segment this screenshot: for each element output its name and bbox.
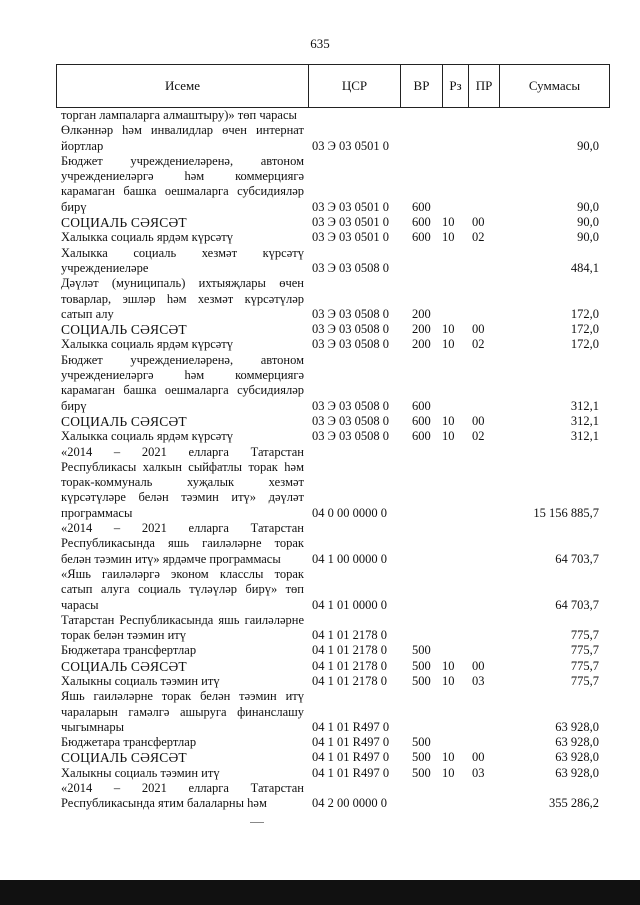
cell-vr: 500 (412, 735, 431, 750)
cell-name: СОЦИАЛЬ СӘЯСӘТ (61, 750, 187, 766)
cell-pr: 02 (472, 230, 485, 245)
table-row (56, 521, 609, 567)
cell-name: «2014 – 2021 елларга Татарстан Республикасы халкын сыйфатлы торак һәм торак-коммуналь хуҗалык хезмәт күрсәтүләре белән тәэмин итү» дәүләт программасы (61, 444, 304, 520)
cell-pr: 00 (472, 322, 485, 337)
cell-csr: 04 1 01 R497 0 (312, 765, 390, 780)
table-row (56, 246, 609, 277)
header-name: Исеме (57, 65, 309, 108)
table-row (56, 322, 609, 337)
cell-csr: 03 Э 03 0508 0 (312, 429, 390, 444)
cell-pr: 03 (472, 765, 485, 780)
cell-pr (468, 781, 499, 812)
cell-name: СОЦИАЛЬ СӘЯСӘТ (61, 658, 187, 674)
cell-csr: 03 Э 03 0508 0 (312, 398, 390, 413)
cell-csr: 04 1 00 0000 0 (312, 551, 387, 566)
header-pr: ПР (469, 65, 500, 108)
footer-mark (250, 822, 264, 823)
cell-csr: 04 1 01 2178 0 (312, 643, 387, 658)
cell-vr (400, 246, 442, 277)
cell-sum: 312,1 (570, 429, 599, 444)
cell-pr: 03 (472, 673, 485, 688)
cell-rz (442, 567, 468, 613)
cell-rz: 10 (442, 215, 455, 230)
cell-name: Бюджетара трансфертлар (61, 735, 197, 750)
cell-name: СОЦИАЛЬ СӘЯСӘТ (61, 322, 187, 338)
cell-rz: 10 (442, 337, 455, 352)
cell-name: Бюджет учреждениеләренә, автоном учреждениеләргә һәм коммерциягә карамаган башка оешмаларга субсидияләр бирү (61, 352, 304, 413)
cell-vr (400, 521, 442, 567)
table-row (56, 230, 609, 245)
cell-vr: 200 (412, 337, 431, 352)
cell-rz (442, 689, 468, 735)
cell-csr: 04 0 00 0000 0 (312, 505, 387, 520)
cell-pr (468, 246, 499, 277)
cell-vr: 600 (412, 429, 431, 444)
cell-csr (308, 108, 400, 123)
cell-vr: 500 (412, 673, 431, 688)
cell-csr: 04 2 00 0000 0 (312, 796, 387, 811)
cell-name: Халыкка социаль ярдәм күрсәтү (61, 230, 234, 245)
cell-sum: 90,0 (577, 215, 599, 230)
cell-vr: 200 (412, 306, 431, 321)
cell-vr (400, 781, 442, 812)
cell-rz (442, 276, 468, 322)
cell-rz (442, 353, 468, 414)
cell-name: Бюджет учреждениеләренә, автоном учреждениеләргә һәм коммерциягә карамаган башка оешмаларга субсидияләр бирү (61, 153, 304, 214)
cell-pr (468, 445, 499, 521)
cell-sum: 63 928,0 (555, 719, 599, 734)
cell-rz: 10 (442, 230, 455, 245)
cell-sum: 312,1 (570, 398, 599, 413)
cell-pr (468, 154, 499, 215)
cell-vr: 600 (412, 199, 431, 214)
cell-csr: 04 1 01 R497 0 (312, 719, 390, 734)
table-row (56, 337, 609, 352)
cell-pr (468, 108, 499, 123)
cell-rz: 10 (442, 673, 455, 688)
cell-pr (468, 735, 499, 750)
cell-name: Халыкка социаль хезмәт күрсәтү учреждениеләре (61, 245, 304, 275)
cell-rz (442, 613, 468, 644)
cell-name: Халыкка социаль ярдәм күрсәтү (61, 429, 234, 444)
cell-name: торган лампаларга алмаштыру)» төп чарасы (61, 108, 297, 122)
header-vr: ВР (401, 65, 443, 108)
cell-pr (468, 567, 499, 613)
cell-rz: 10 (442, 429, 455, 444)
cell-sum: 355 286,2 (549, 796, 599, 811)
cell-pr: 00 (472, 750, 485, 765)
cell-pr (468, 521, 499, 567)
cell-vr (400, 123, 442, 154)
table-row (56, 154, 609, 215)
cell-pr: 02 (472, 429, 485, 444)
cell-name: Яшь гаиләләрне торак белән тәэмин итү чараларын гамәлгә ашыруга финанслашу чыгымнары (61, 689, 304, 734)
cell-rz: 10 (442, 322, 455, 337)
cell-name: Халыкны социаль тәэмин итү (61, 673, 220, 688)
cell-pr: 02 (472, 337, 485, 352)
table-row (56, 766, 609, 781)
cell-vr: 500 (412, 643, 431, 658)
cell-pr: 00 (472, 658, 485, 673)
cell-rz (442, 781, 468, 812)
cell-sum: 90,0 (577, 230, 599, 245)
cell-rz (442, 643, 468, 658)
cell-name: СОЦИАЛЬ СӘЯСӘТ (61, 215, 187, 231)
cell-sum: 775,7 (570, 643, 599, 658)
cell-pr (468, 353, 499, 414)
table-row (56, 689, 609, 735)
cell-sum (499, 108, 609, 123)
table-row (56, 781, 609, 812)
table-row (56, 643, 609, 658)
header-csr: ЦСР (309, 65, 401, 108)
cell-vr (400, 567, 442, 613)
cell-name: Бюджетара трансфертлар (61, 643, 197, 658)
table-row (56, 215, 609, 230)
cell-csr: 03 Э 03 0508 0 (312, 322, 390, 337)
cell-csr: 03 Э 03 0508 0 (312, 413, 390, 428)
cell-pr (468, 689, 499, 735)
cell-rz: 10 (442, 765, 455, 780)
cell-csr: 04 1 01 2178 0 (312, 628, 387, 643)
cell-sum: 775,7 (570, 628, 599, 643)
cell-rz: 10 (442, 750, 455, 765)
cell-pr (468, 123, 499, 154)
cell-rz (442, 735, 468, 750)
cell-rz: 10 (442, 413, 455, 428)
cell-vr (400, 445, 442, 521)
cell-sum: 64 703,7 (555, 597, 599, 612)
cell-name: «2014 – 2021 елларга Татарстан Республикасында ятим балаларны һәм (61, 781, 304, 811)
table-row (56, 659, 609, 674)
page-number: 635 (310, 36, 330, 51)
cell-pr: 00 (472, 215, 485, 230)
table-row (56, 445, 609, 521)
cell-sum: 172,0 (570, 322, 599, 337)
cell-name: СОЦИАЛЬ СӘЯСӘТ (61, 413, 187, 429)
cell-name: Өлкәннәр һәм инвалидлар өчен интернат йортлар (61, 123, 304, 153)
header-rz: Рз (443, 65, 469, 108)
cell-csr: 04 1 01 R497 0 (312, 750, 390, 765)
cell-vr: 600 (412, 215, 431, 230)
cell-rz (442, 108, 468, 123)
cell-name: Татарстан Республикасында яшь гаиләләрне торак белән тәэмин итү (61, 612, 304, 643)
table-row (56, 414, 609, 429)
cell-vr (400, 613, 442, 644)
cell-pr (468, 613, 499, 644)
cell-vr: 500 (412, 658, 431, 673)
cell-pr: 00 (472, 413, 485, 428)
cell-rz (442, 521, 468, 567)
cell-name: «Яшь гаиләләргә эконом класслы торак сатып алуга социаль түләүләр бирү» төп чарасы (61, 566, 304, 612)
cell-csr: 04 1 01 0000 0 (312, 597, 387, 612)
cell-vr: 600 (412, 398, 431, 413)
table-row (56, 674, 609, 689)
table-row (56, 108, 609, 123)
cell-sum: 63 928,0 (555, 735, 599, 750)
cell-csr: 03 Э 03 0508 0 (312, 306, 390, 321)
cell-sum: 90,0 (577, 199, 599, 214)
cell-sum: 775,7 (570, 658, 599, 673)
cell-pr (468, 643, 499, 658)
cell-sum: 172,0 (570, 337, 599, 352)
cell-sum: 63 928,0 (555, 750, 599, 765)
cell-vr (400, 108, 442, 123)
cell-csr: 03 Э 03 0508 0 (312, 260, 390, 275)
cell-rz (442, 445, 468, 521)
table-row (56, 276, 609, 322)
cell-vr: 500 (412, 750, 431, 765)
table-row (56, 613, 609, 644)
cell-vr (400, 689, 442, 735)
table-row (56, 353, 609, 414)
cell-vr: 600 (412, 230, 431, 245)
cell-csr: 04 1 01 2178 0 (312, 658, 387, 673)
table-row (56, 429, 609, 444)
cell-vr: 500 (412, 765, 431, 780)
header-sum: Суммасы (500, 65, 610, 108)
cell-name: Халыкны социаль тәэмин итү (61, 765, 220, 780)
cell-rz (442, 246, 468, 277)
cell-sum: 775,7 (570, 673, 599, 688)
cell-csr: 03 Э 03 0508 0 (312, 337, 390, 352)
table-header (56, 64, 610, 108)
cell-csr: 03 Э 03 0501 0 (312, 138, 390, 153)
cell-csr: 03 Э 03 0501 0 (312, 215, 390, 230)
cell-sum: 172,0 (570, 306, 599, 321)
budget-table (56, 108, 609, 812)
cell-sum: 15 156 885,7 (533, 505, 599, 520)
cell-sum: 64 703,7 (555, 551, 599, 566)
cell-vr: 200 (412, 322, 431, 337)
cell-csr: 03 Э 03 0501 0 (312, 199, 390, 214)
cell-sum: 90,0 (577, 138, 599, 153)
cell-csr: 04 1 01 R497 0 (312, 735, 390, 750)
cell-pr (468, 276, 499, 322)
table-row (56, 123, 609, 154)
cell-csr: 03 Э 03 0501 0 (312, 230, 390, 245)
cell-vr: 600 (412, 413, 431, 428)
cell-csr: 04 1 01 2178 0 (312, 673, 387, 688)
table-row (56, 567, 609, 613)
cell-rz (442, 154, 468, 215)
table-row (56, 750, 609, 765)
cell-name: Халыкка социаль ярдәм күрсәтү (61, 337, 234, 352)
cell-rz: 10 (442, 658, 455, 673)
cell-name: Дәүләт (муниципаль) ихтыяҗлары өчен товарлар, эшләр һәм хезмәт күрсәтүләр сатып алу (61, 276, 304, 321)
scan-edge-bar (0, 880, 640, 905)
cell-sum: 484,1 (570, 260, 599, 275)
cell-sum: 312,1 (570, 413, 599, 428)
table-row (56, 735, 609, 750)
cell-name: «2014 – 2021 елларга Татарстан Республикасында яшь гаиләләрне торак белән тәэмин итү» ярдәмче программасы (61, 521, 304, 566)
cell-sum: 63 928,0 (555, 765, 599, 780)
cell-rz (442, 123, 468, 154)
